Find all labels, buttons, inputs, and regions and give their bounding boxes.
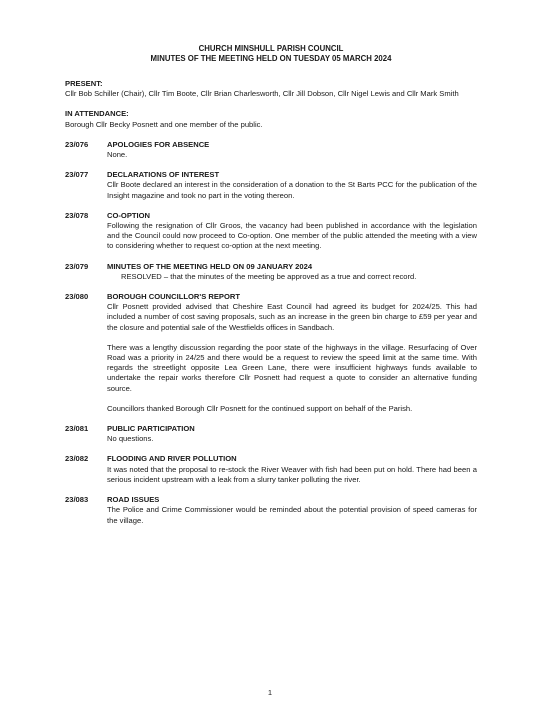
attendance-section xyxy=(65,109,477,129)
minute-item-co-option xyxy=(65,211,477,252)
resolution-text: RESOLVED – that the minutes of the meeting be approved as a true and correct record. xyxy=(121,271,417,281)
minute-item-public-participation xyxy=(65,424,477,444)
present-heading: PRESENT: xyxy=(65,79,103,88)
minute-title: APOLOGIES FOR ABSENCE xyxy=(107,139,210,149)
page-number: 1 xyxy=(267,688,273,697)
minute-title: PUBLIC PARTICIPATION xyxy=(107,424,195,434)
minute-title: ROAD ISSUES xyxy=(107,495,160,505)
council-name: CHURCH MINSHULL PARISH COUNCIL xyxy=(198,44,344,53)
minute-number: 23/082 xyxy=(65,454,89,464)
minute-text: Cllr Posnett provided advised that Cheshire East Council had agreed its budget for 2024/25. This had included a number of cost saving proposals, such as an increase in the green bin charge to £59 per year and the closure and potential sale of the Westfields offices in Sandbach. xyxy=(107,302,477,332)
minute-item-borough-report xyxy=(65,292,477,414)
minute-number: 23/076 xyxy=(65,139,89,149)
minute-text: There was a lengthy discussion regarding the poor state of the highways in the village. Resurfacing of Over Road was a priority in 24/25 and there would be a request to review the speed limit at the same time. With regards the streetlight opposite Lea Green Lane, there were insufficient highways funds available to undertake the repair works therefore Cllr Posnett had request a quote to consider an alternative funding source. xyxy=(107,342,477,393)
minute-number: 23/079 xyxy=(65,261,89,271)
minute-item-declarations xyxy=(65,170,477,201)
minute-title: MINUTES OF THE MEETING HELD ON 09 JANUARY 2024 xyxy=(107,261,313,271)
minute-text: It was noted that the proposal to re-stock the River Weaver with fish had been put on hold. There had been a serious incident upstream with a leak from a slurry tanker polluting the river. xyxy=(107,464,477,484)
minute-text: Following the resignation of Cllr Groos, the vacancy had been published in accordance with the legislation and the Council could now proceed to Co-option. One member of the public attended the meeting with a view to considering whether to request co-option at the next meeting. xyxy=(107,221,477,251)
present-list: Cllr Bob Schiller (Chair), Cllr Tim Boote, Cllr Brian Charlesworth, Cllr Jill Dobson, Cllr Nigel Lewis and Cllr Mark Smith xyxy=(65,89,459,99)
minute-number: 23/083 xyxy=(65,495,89,505)
attendance-list: Borough Cllr Becky Posnett and one member of the public. xyxy=(65,119,263,129)
minute-item-road-issues xyxy=(65,495,477,526)
minute-title: BOROUGH COUNCILLOR'S REPORT xyxy=(107,292,241,302)
minute-text: None. xyxy=(107,150,128,160)
minute-text: No questions. xyxy=(107,434,154,444)
minute-text: The Police and Crime Commissioner would be reminded about the potential provision of speed cameras for the village. xyxy=(107,505,477,525)
minute-title: CO-OPTION xyxy=(107,210,151,220)
minute-title: DECLARATIONS OF INTEREST xyxy=(107,170,220,180)
minute-number: 23/077 xyxy=(65,170,89,180)
attendance-heading: IN ATTENDANCE: xyxy=(65,109,129,119)
minute-number: 23/080 xyxy=(65,292,89,302)
minute-title: FLOODING AND RIVER POLLUTION xyxy=(107,454,237,464)
minute-item-previous-minutes xyxy=(65,262,477,282)
present-section xyxy=(65,79,477,99)
minute-text: Cllr Boote declared an interest in the consideration of a donation to the St Barts PCC for the publication of the Insight magazine and took no part in the voting thereon. xyxy=(107,180,477,200)
minute-text: Councillors thanked Borough Cllr Posnett for the continued support on behalf of the Parish. xyxy=(107,403,413,413)
minutes-page xyxy=(65,44,477,536)
meeting-title: MINUTES OF THE MEETING HELD ON TUESDAY 05 MARCH 2024 xyxy=(150,54,392,63)
minute-item-apologies xyxy=(65,140,477,160)
document-header xyxy=(65,44,477,64)
minute-number: 23/078 xyxy=(65,210,89,220)
minute-item-flooding xyxy=(65,454,477,485)
minute-number: 23/081 xyxy=(65,424,89,434)
